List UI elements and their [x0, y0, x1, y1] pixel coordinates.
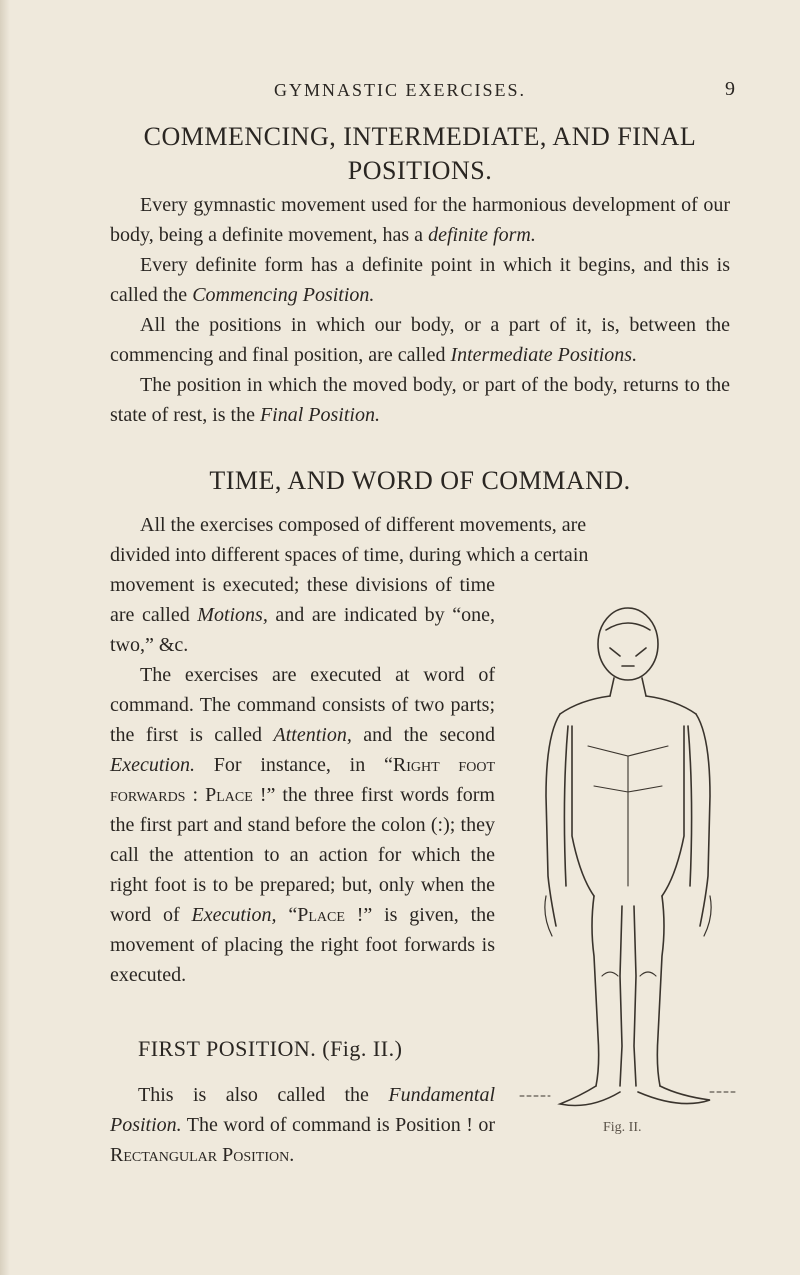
page-gutter-shadow — [0, 0, 10, 1275]
command-text: Place ! — [297, 904, 364, 926]
figure-legs-inner — [620, 906, 636, 1086]
paragraph-text: This is also called the — [138, 1084, 369, 1106]
figure-hands — [545, 896, 711, 936]
figure-caption: Fig. II. — [603, 1120, 642, 1135]
section-heading-time-command: TIME, AND WORD OF COMMAND. — [209, 466, 631, 495]
running-head: GYMNASTIC EXERCISES. — [273, 80, 527, 100]
section-heading-positions — [110, 120, 730, 188]
figure-legs-outer — [592, 896, 664, 1086]
figure-ground-line — [520, 1092, 736, 1096]
paragraph-text: ” is given, the movement of placing the right foot forwards is executed. — [110, 904, 496, 986]
italic-term: Intermediate Positions. — [450, 344, 638, 366]
paragraph-5-line-2: divided into different spaces of time, during which a certain — [110, 544, 589, 566]
paragraph-text: and are indicated by “one, two,” &c. — [110, 604, 495, 656]
figure-face — [610, 648, 646, 666]
figure-shoulders — [560, 696, 696, 714]
italic-term: Final Position. — [259, 404, 380, 426]
figure-standing-anatomical-drawing — [510, 596, 740, 1116]
paragraph-text: Every definite form has a definite point in which it begins, and this is called the — [110, 254, 730, 306]
paragraph-text: The exercises are executed at word of command. The command consists of two parts; the first is called — [110, 664, 495, 746]
figure-chest-muscles — [588, 746, 668, 886]
italic-term: Execution. — [110, 754, 195, 776]
paragraph-1 — [110, 190, 730, 250]
italic-term: Attention, — [273, 724, 352, 746]
paragraph-text: The position in which the moved body, or part of the body, returns to the state of rest, is the — [110, 374, 730, 426]
paragraph-2 — [110, 250, 730, 310]
paragraph-7 — [110, 1080, 495, 1170]
italic-term: definite form. — [428, 224, 536, 246]
paragraph-text: All the positions in which our body, or a part of it, is, between the commencing and final position, are called — [110, 314, 730, 366]
italic-term: Motions, — [197, 604, 268, 626]
paragraph-text: Every gymnastic movement used for the harmonious development of our body, being a definite movement, has a — [110, 194, 730, 246]
italic-term: Execution, — [191, 904, 277, 926]
paragraph-5-line-1: All the exercises composed of different movements, are — [140, 514, 587, 536]
page-number: 9 — [725, 78, 735, 100]
figure-hair — [606, 623, 650, 630]
figure-feet — [560, 1086, 710, 1106]
figure-knees — [602, 972, 656, 976]
paragraph-5-rest — [110, 570, 495, 660]
italic-term: Commencing Position. — [192, 284, 375, 306]
paragraph-4 — [110, 370, 730, 430]
heading-line-1: COMMENCING, INTERMEDIATE, AND FINAL — [143, 122, 697, 151]
command-text: Right foot forwards : Place ! — [110, 754, 495, 806]
figure-left-arm — [546, 714, 568, 926]
italic-term: Fundamental Position. — [110, 1084, 496, 1136]
paragraph-text: ” the three first words form the first part and stand before the colon (:); they call the attention to an action for which the right foot is to be prepared; but, only when the word of — [110, 784, 495, 926]
paragraph-text: movement is executed; these divisions of time are called — [110, 574, 495, 626]
figure-right-arm — [688, 714, 710, 926]
paragraph-text: For instance, in “ — [213, 754, 393, 776]
paragraph-text: The word of command is Position ! or — [186, 1114, 495, 1136]
paragraph-3 — [110, 310, 730, 370]
subsection-heading-first-position: FIRST POSITION. (Fig. II.) — [138, 1036, 403, 1061]
paragraph-6 — [110, 660, 495, 990]
paragraph-text: “ — [288, 904, 298, 926]
command-text: Rectangular Position. — [110, 1144, 295, 1166]
figure-head — [598, 608, 658, 680]
heading-line-2: POSITIONS. — [347, 156, 493, 185]
paragraph-text: and the second — [363, 724, 496, 746]
